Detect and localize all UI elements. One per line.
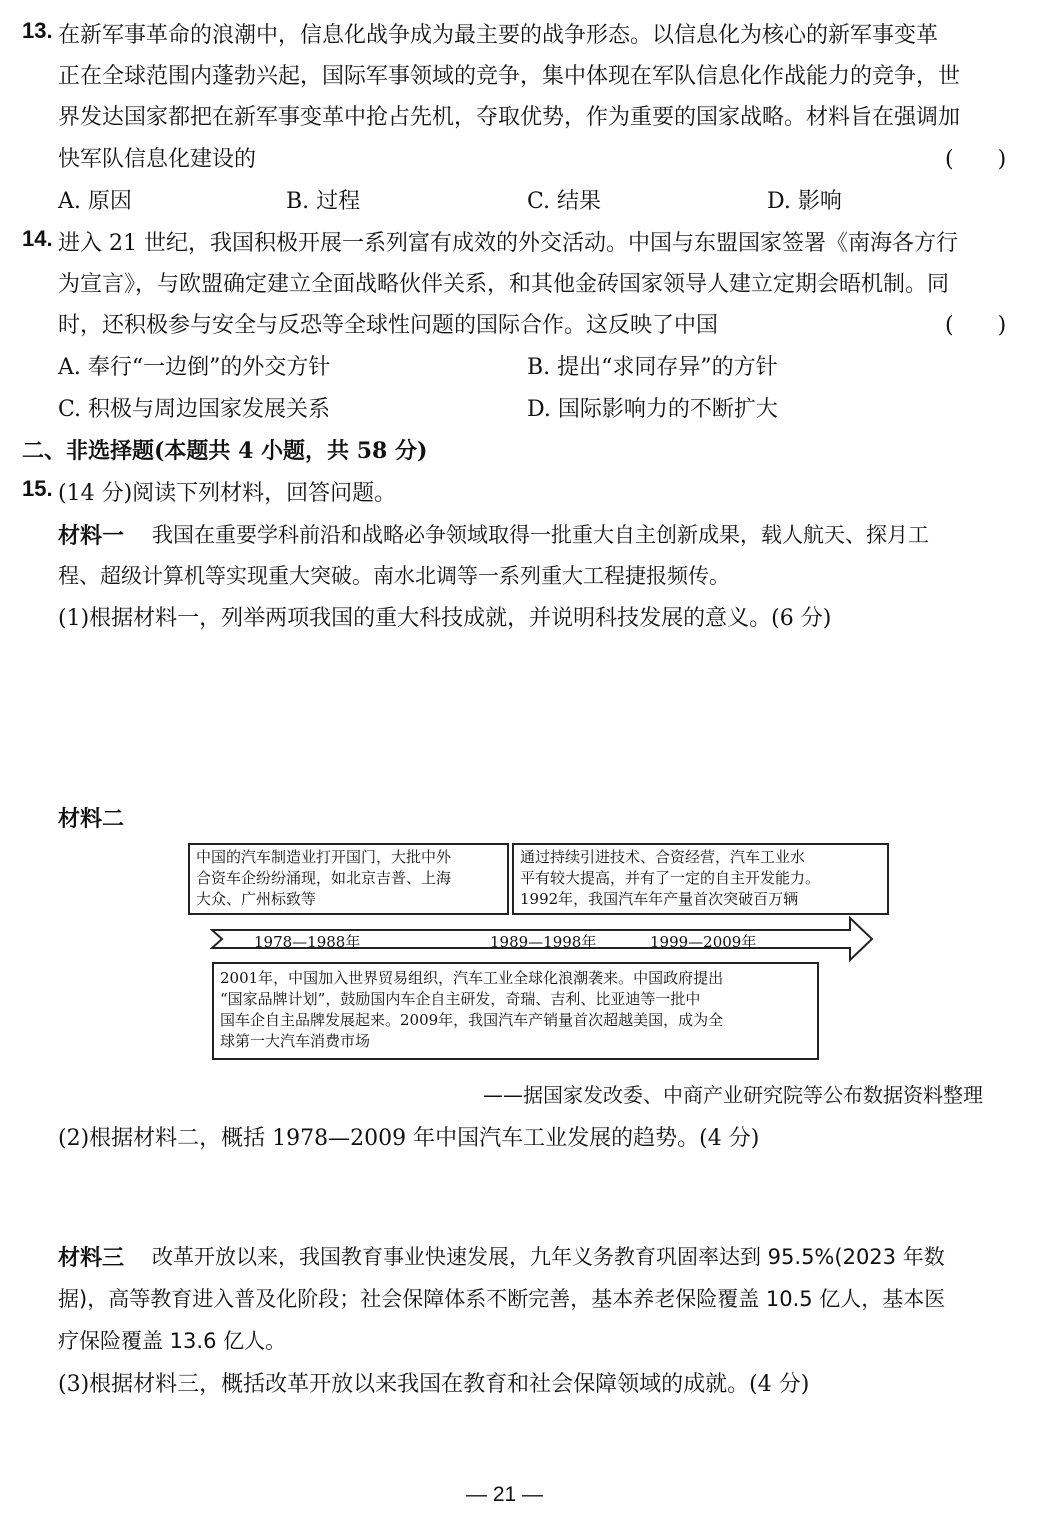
material-2-label: 材料二 <box>58 806 125 832</box>
box3-line-2: “国家品牌计划”，鼓励国内车企自主研发，奇瑞、吉利、比亚迪等一批中 <box>220 990 701 1008</box>
q13-option-b: B. 过程 <box>286 189 361 214</box>
q14-number: 14. <box>22 226 53 251</box>
q14-line-2: 为宣言》，与欧盟确定建立全面战略伙伴关系，和其他金砖国家领导人建立定期会晤机制。同 <box>58 272 950 297</box>
q14-option-a: A. 奉行“一边倒”的外交方针 <box>58 355 331 380</box>
box3-line-4: 球第一大汽车消费市场 <box>220 1032 371 1050</box>
material-3-label: 材料三 <box>58 1245 125 1271</box>
box3-line-1: 2001年，中国加入世界贸易组织，汽车工业全球化浪潮袭来。中国政府提出 <box>220 969 724 987</box>
timeline-label-1978-1988: 1978—1988年 <box>254 933 361 951</box>
material-3-line-2: 据)，高等教育进入普及化阶段；社会保障体系不断完善，基本养老保险覆盖 10.5 亿人，基本医 <box>58 1287 946 1311</box>
box1-line-3: 大众、广州标致等 <box>196 890 317 908</box>
q13-answer-bracket: ( ) <box>945 147 1007 172</box>
section-heading: 二、非选择题(本题共 4 小题，共 58 分) <box>22 438 428 464</box>
page-number: — 21 — <box>466 1483 544 1506</box>
box1-line-2: 合资车企纷纷涌现，如北京吉普、上海 <box>196 869 452 887</box>
box2-line-1: 通过持续引进技术、合资经营，汽车工业水 <box>520 848 806 866</box>
subquestion-2: (2)根据材料二，概括 1978—2009 年中国汽车工业发展的趋势。(4 分) <box>58 1126 760 1151</box>
q14-option-c: C. 积极与周边国家发展关系 <box>58 397 331 422</box>
q13-option-c: C. 结果 <box>527 189 602 214</box>
material-1-line-1: 我国在重要学科前沿和战略必争领域取得一批重大自主创新成果，载人航天、探月工 <box>152 523 929 547</box>
q13-line-1: 在新军事革命的浪潮中，信息化战争成为最主要的战争形态。以信息化为核心的新军事变革 <box>58 23 939 48</box>
material-3-line-3: 疗保险覆盖 13.6 亿人。 <box>58 1329 287 1353</box>
timeline-box-1989-1998 <box>512 843 889 915</box>
q14-line-1: 进入 21 世纪，我国积极开展一系列富有成效的外交活动。中国与东盟国家签署《南海各方行 <box>58 231 958 256</box>
material-2-source: ——据国家发改委、中商产业研究院等公布数据资料整理 <box>483 1083 983 1107</box>
subquestion-1: (1)根据材料一，列举两项我国的重大科技成就，并说明科技发展的意义。(6 分) <box>58 606 832 631</box>
timeline-label-1989-1998: 1989—1998年 <box>490 933 597 951</box>
q13-option-d: D. 影响 <box>767 189 842 214</box>
timeline-label-1999-2009: 1999—2009年 <box>650 933 757 951</box>
material-3-line-1: 改革开放以来，我国教育事业快速发展，九年义务教育巩固率达到 95.5%(2023 年数 <box>152 1245 945 1269</box>
q15-number: 15. <box>22 476 53 501</box>
q13-line-2: 正在全球范围内蓬勃兴起，国际军事领域的竞争，集中体现在军队信息化作战能力的竞争，世 <box>58 64 961 89</box>
q13-line-4: 快军队信息化建设的 <box>58 147 257 172</box>
q14-option-b: B. 提出“求同存异”的方针 <box>527 355 778 380</box>
q13-line-3: 界发达国家都把在新军事变革中抢占先机，夺取优势，作为重要的国家战略。材料旨在强调加 <box>58 105 961 130</box>
timeline-box-1978-1988 <box>188 843 509 915</box>
timeline-box-1999-2009 <box>212 962 819 1060</box>
q13-option-a: A. 原因 <box>58 189 132 214</box>
q14-answer-bracket: ( ) <box>945 313 1007 338</box>
material-1-line-2: 程、超级计算机等实现重大突破。南水北调等一系列重大工程捷报频传。 <box>58 564 730 588</box>
box2-line-3: 1992年，我国汽车年产量首次突破百万辆 <box>520 890 799 908</box>
q15-intro: (14 分)阅读下列材料，回答问题。 <box>58 481 397 506</box>
box3-line-3: 国车企自主品牌发展起来。2009年，我国汽车产销量首次超越美国，成为全 <box>220 1011 724 1029</box>
q14-line-3: 时，还积极参与安全与反恐等全球性问题的国际合作。这反映了中国 <box>58 313 719 338</box>
subquestion-3: (3)根据材料三，概括改革开放以来我国在教育和社会保障领域的成就。(4 分) <box>58 1372 810 1397</box>
q13-number: 13. <box>22 18 53 43</box>
q14-option-d: D. 国际影响力的不断扩大 <box>527 397 778 422</box>
box1-line-1: 中国的汽车制造业打开国门，大批中外 <box>196 848 452 866</box>
box2-line-2: 平有较大提高，并有了一定的自主开发能力。 <box>520 869 821 887</box>
material-1-label: 材料一 <box>58 523 125 549</box>
